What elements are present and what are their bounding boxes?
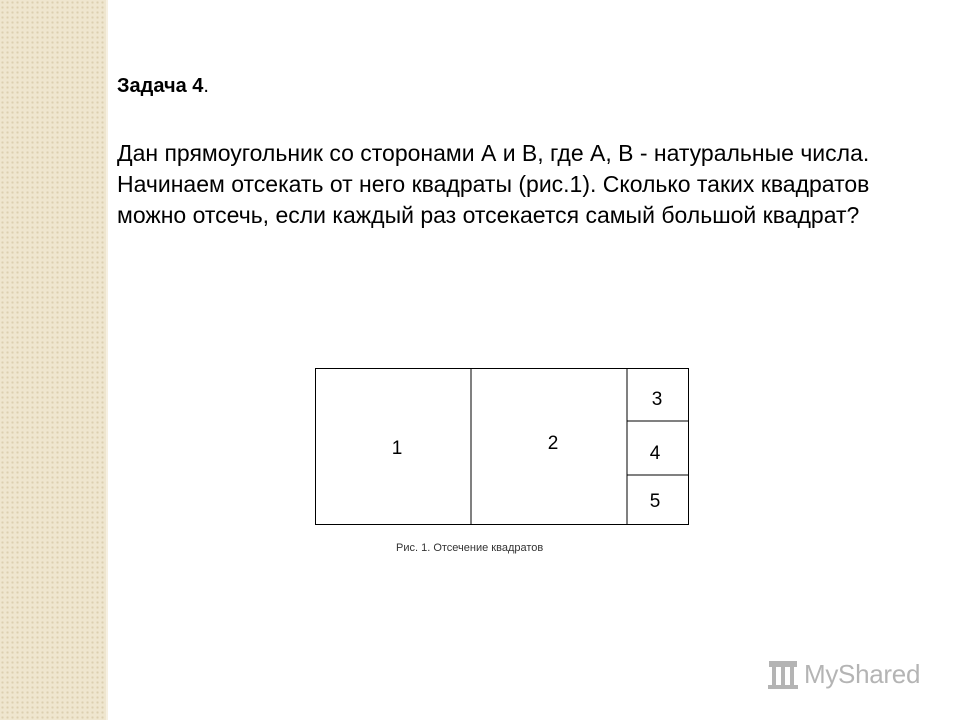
- outer-rectangle: [316, 369, 689, 525]
- squares-diagram: [315, 368, 689, 525]
- square-label-4: 4: [649, 443, 661, 464]
- task-title-bold: Задача 4: [117, 75, 204, 97]
- square-label-3: 3: [651, 389, 663, 410]
- side-band-edge: [106, 0, 108, 720]
- squares-figure: [315, 368, 689, 525]
- task-title-suffix: .: [203, 75, 209, 97]
- decorative-side-band: [0, 0, 106, 720]
- task-title: [117, 75, 209, 98]
- square-label-2: 2: [547, 433, 559, 454]
- square-label-5: 5: [649, 491, 661, 512]
- figure-caption: Рис. 1. Отсечение квадратов: [396, 542, 544, 554]
- square-label-1: 1: [391, 438, 403, 459]
- myshared-logo-icon: [766, 657, 800, 691]
- watermark: [766, 656, 920, 692]
- watermark-text: MyShared: [804, 658, 921, 689]
- task-paragraph: Дан прямоугольник со сторонами А и В, где А, В - натуральные числа. Начинаем отсекать от него квадраты (рис.1). Сколько таких квадратов можно отсечь, если каждый раз отсекается самый большой квадрат?: [117, 140, 870, 228]
